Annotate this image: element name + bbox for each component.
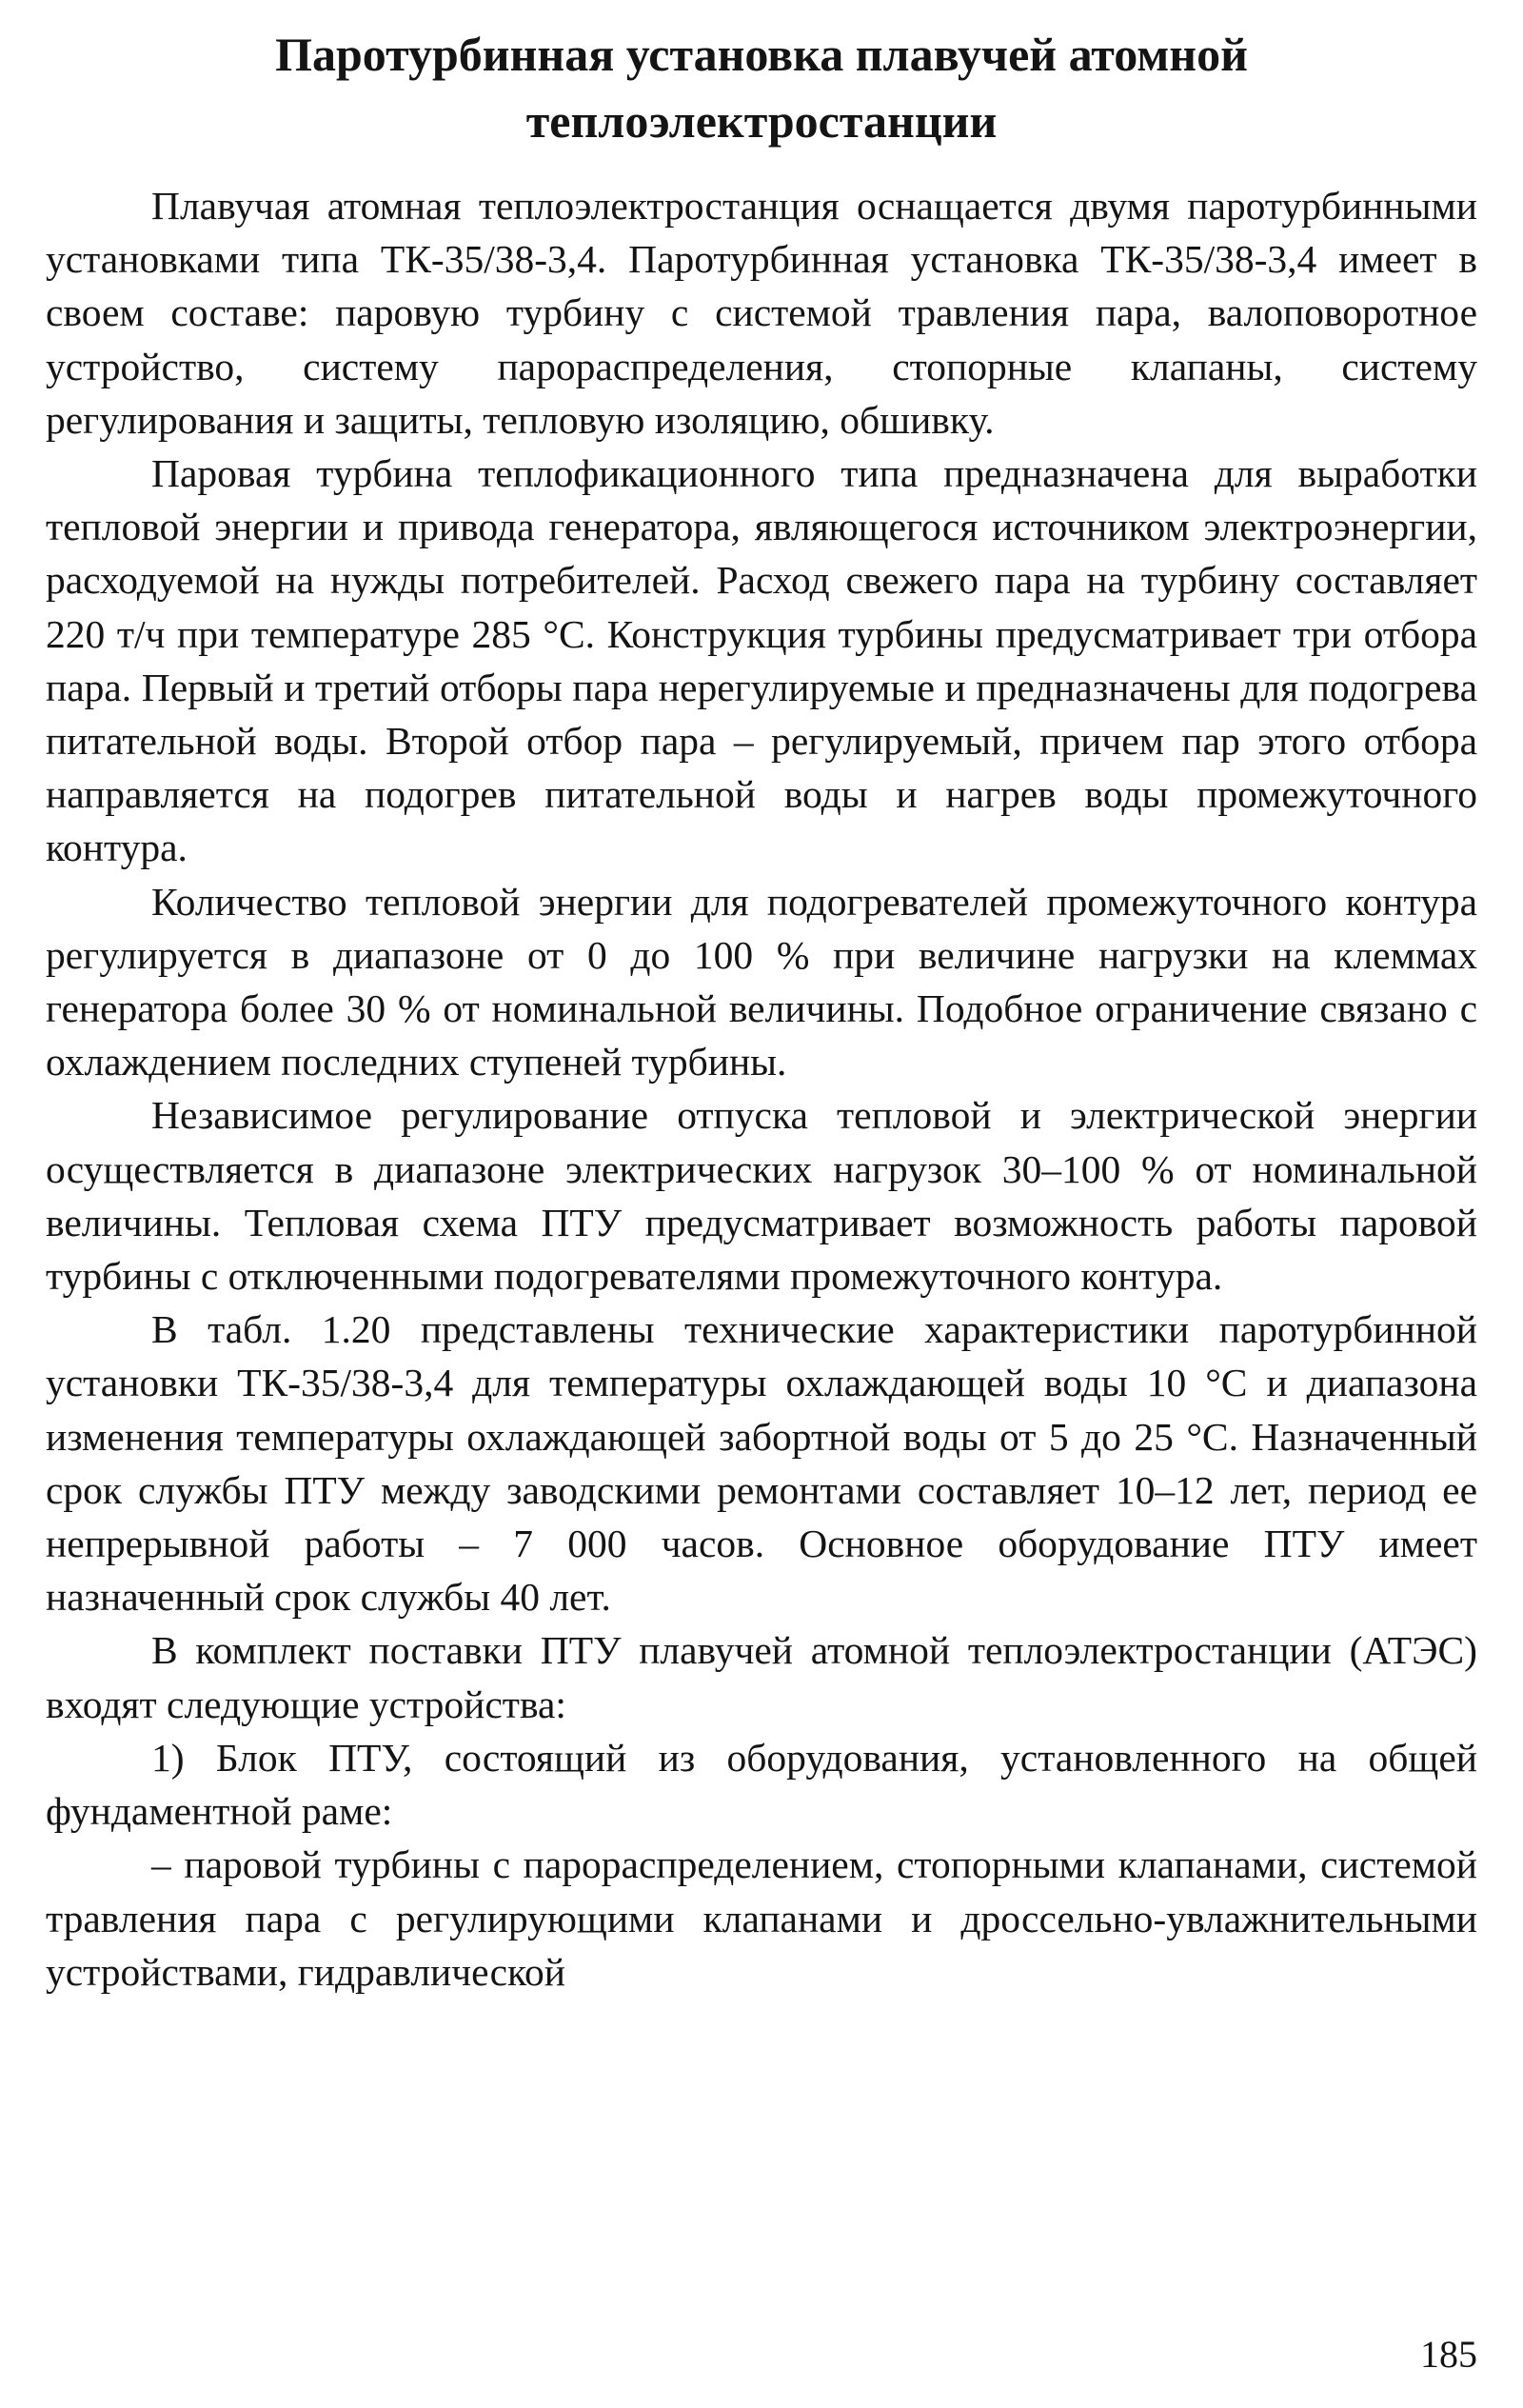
paragraph-6: В комплект поставки ПТУ плавучей атомной теплоэлектростанции (АТЭС) входят следующие устройства: bbox=[46, 1628, 1477, 1726]
page-number: 185 bbox=[1420, 2333, 1477, 2376]
paragraph-3: Количество тепловой энергии для подогревателей промежуточного контура регулируется в диапазоне от 0 до 100 % при величине нагрузки на клеммах генератора более 30 % от номинальной величины. Подобное ограничение связано с охлаждением последних ступеней турбины. bbox=[46, 879, 1477, 1085]
paragraph-2: Паровая турбина теплофикационного типа предназначена для выработки тепловой энергии и привода генератора, являющегося источником электроэнергии, расходуемой на нужды потребителей. Расход свежего пара на турбину составляет 220 т/ч при температуре 285 °С. Конструкция турбины предусматривает три отбора пара. Первый и третий отборы пара нерегулируемые и предназначены для подогрева питательной воды. Второй отбор пара – регулируемый, причем пар этого отбора направляется на подогрев питательной воды и нагрев воды промежуточного контура. bbox=[46, 451, 1477, 870]
body-text bbox=[46, 179, 1477, 1999]
list-item-1: 1) Блок ПТУ, состоящий из оборудования, установленного на общей фундаментной раме: bbox=[46, 1735, 1477, 1834]
paragraph-5: В табл. 1.20 представлены технические характеристики паротурбинной установки ТК-35/38-3,4 для температуры охлаждающей воды 10 °С и диапазона изменения температуры охлаждающей забортной воды от 5 до 25 °С. Назначенный срок службы ПТУ между заводскими ремонтами составляет 10–12 лет, период ее непрерывной работы – 7 000 часов. Основное оборудование ПТУ имеет назначенный срок службы 40 лет. bbox=[46, 1307, 1477, 1620]
list-subitem-1: – паровой турбины с парораспределением, стопорными клапанами, системой травления пара с регулирующими клапанами и дроссельно-увлажнительными устройствами, гидравлической bbox=[46, 1842, 1477, 1994]
page-title: Паротурбинная установка плавучей атомной теплоэлектростанции bbox=[275, 28, 1248, 148]
paragraph-1: Плавучая атомная теплоэлектростанция оснащается двумя паротурбинными установками типа ТК-35/38-3,4. Паротурбинная установка ТК-35/38-3,4 имеет в своем составе: паровую турбину с системой травления пара, валоповоротное устройство, систему парораспределения, стопорные клапаны, систему регулирования и защиты, тепловую изоляцию, обшивку. bbox=[46, 184, 1477, 442]
paragraph-4: Независимое регулирование отпуска тепловой и электрической энергии осуществляется в диапазоне электрических нагрузок 30–100 % от номинальной величины. Тепловая схема ПТУ предусматривает возможность работы паровой турбины с отключенными подогревателями промежуточного контура. bbox=[46, 1093, 1477, 1299]
